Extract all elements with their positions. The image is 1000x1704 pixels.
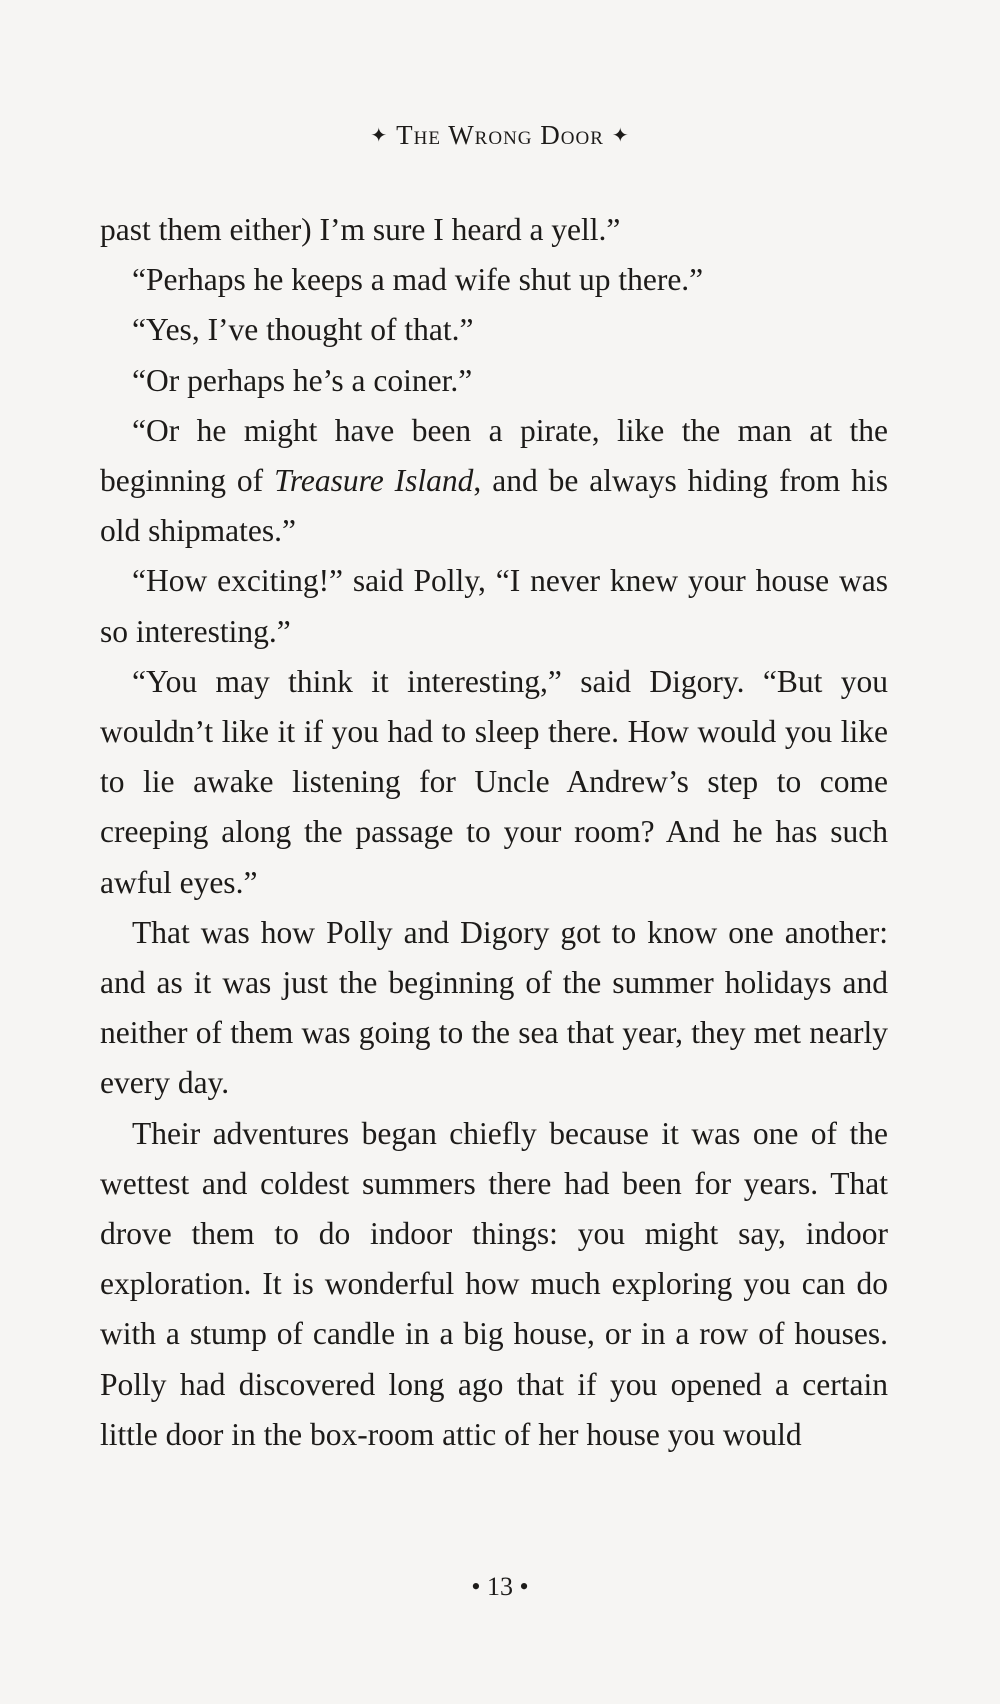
paragraph: [100, 556, 888, 656]
paragraph-text: past them either) I’m sure I heard a yell.”: [100, 212, 621, 247]
ornament-right-icon: ✦: [611, 125, 630, 147]
paragraph-text: “Or perhaps he’s a coiner.”: [132, 362, 473, 398]
paragraph-text: “You may think it interesting,” said Digory. “But you wouldn’t like it if you had to sleep there. How would you like to lie awake listening for Uncle Andrew’s step to come creeping along the passage to your room? And he has such awful eyes.”: [100, 663, 888, 900]
paragraph-text: , and be always hiding from his old shipmates.”: [100, 463, 888, 549]
paragraph-text: Their adventures began chiefly because it was one of the wettest and coldest summers there had been for years. That drove them to do indoor things: you might say, indoor exploration. It is wonderful how much exploring you can do with a stump of candle in a big house, or in a row of houses. Polly had discovered long ago that if you opened a certain little door in the box-room attic of her house you would: [100, 1115, 888, 1452]
chapter-title: The Wrong Door: [396, 120, 604, 150]
paragraph: [100, 356, 888, 406]
paragraph: [100, 657, 888, 908]
paragraph: [100, 908, 888, 1109]
paragraph-text: That was how Polly and Digory got to know one another: and as it was just the beginning of the summer holidays and neither of them was going to the sea that year, they met nearly every day.: [100, 914, 888, 1101]
paragraph: [100, 1109, 888, 1460]
page-number: • 13 •: [471, 1572, 529, 1601]
paragraph: [100, 205, 888, 255]
paragraph: [100, 255, 888, 305]
paragraph-text: “Perhaps he keeps a mad wife shut up there.”: [132, 262, 704, 298]
body-text: [100, 205, 888, 1460]
paragraph-text: “Or he might have been a pirate, like the man at the beginning of: [100, 412, 888, 499]
book-title-italic: Treasure Island: [274, 463, 474, 499]
ornament-left-icon: ✦: [370, 125, 389, 147]
paragraph-text: “Yes, I’ve thought of that.”: [132, 312, 474, 348]
paragraph: [100, 305, 888, 355]
running-head: [0, 120, 1000, 151]
paragraph: [100, 406, 888, 557]
paragraph-text: “How exciting!” said Polly, “I never knew your house was so interesting.”: [100, 563, 888, 649]
